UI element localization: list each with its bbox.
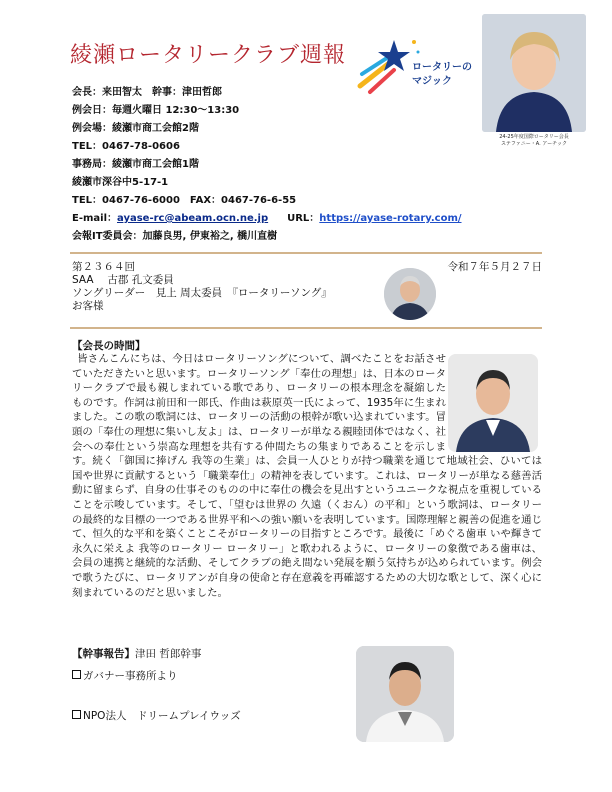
divider-top: [70, 252, 542, 254]
address: 綾瀬市深谷中5-17-1: [72, 177, 169, 188]
it-committee: 会報IT委員会：加藤良男, 伊東裕之, 橋川直樹: [72, 231, 278, 242]
email-link[interactable]: ayase-rc@abeam.ocn.ne.jp: [117, 213, 269, 224]
president-caption: 24-25年度国際ロータリー会長 ステファニー・A. アーチック: [499, 134, 569, 147]
url-label: URL：: [287, 213, 320, 224]
rotary-president-photo: [482, 14, 586, 132]
club-info: [72, 84, 482, 246]
saa: SAA 古郡 孔文委員: [72, 274, 174, 286]
secretary-report-heading: 【幹事報告】津田 哲郎幹事: [72, 648, 202, 660]
report-item-npo: NPO法人 ドリームプレイウッズ: [72, 708, 241, 723]
secretary-name: 津田 哲郎幹事: [135, 648, 202, 660]
meeting-details: [72, 261, 542, 313]
officers: 会長：来田智太 幹事：津田哲郎: [72, 87, 222, 98]
email-label: E-mail：: [72, 213, 118, 224]
checkbox-icon: [72, 670, 81, 679]
office: 事務局：綾瀬市商工会館1階: [72, 159, 199, 170]
president-time-heading: 【会長の時間】: [72, 340, 146, 352]
club-president-photo: [448, 354, 538, 452]
meeting-date: 令和７年５月２７日: [447, 261, 542, 273]
person-portrait-icon: [384, 268, 436, 320]
tel-fax: TEL：0467-76-6000 FAX：0467-76-6-55: [72, 195, 297, 206]
meeting-day: 例会日：毎週火曜日 12:30～13:30: [72, 105, 240, 116]
song-leader: ソングリーダー 見上 周太委員 『ロータリーソング』: [72, 287, 332, 299]
newsletter-title: 綾瀬ロータリークラブ週報: [70, 43, 347, 68]
secretary-photo: [356, 646, 454, 742]
report-item-governor: ガバナー事務所より: [72, 668, 178, 683]
president-speech: 皆さんこんにちは、今日はロータリーソングについて、調べたことをお話させていただきたいと思います。ロータリーソング「奉仕の理想」は、日本のロータリークラブで最も親しまれている歌であり、ロータリーの根本理念を凝縮したものです。作詞は前田和一郎氏、作曲は萩原英一氏によって、1935年に生まれました。この歌の歌詞には、ロータリーの活動の根幹が歌い込まれています。冒頭の「奉仕の理想に集いし友よ」は、ロータリーが単なる親睦団体ではなく、社会への奉仕という崇高な理想を共有する仲間たちの集まりであることを示します。続く「御国に捧げん 我等の生業」は、会員一人ひとりが持つ職業を通じて地域社会、ひいては国や世界に貢献するという「職業奉仕」の精神を表しています。これは、ロータリーが単なる慈善活動に留まらず、自身の仕事そのものの中に奉仕の機会を見出すというユニークな視点を重視していることを示唆しています。そして、「望むは世界の 久遠（くおん）の平和」という歌詞は、ロータリーの最終的な目標の一つである世界平和への強い願いを表明しています。国際理解と親善の促進を通じて、恒久的な平和を築くことこそがロータリーの目指すところです。最後に「めぐる歯車 いや輝きて 永久に栄えよ 我等のロータリー ロータリー」と歌われるように、ロータリーの象徴である歯車は、会員の連携と継続的な活動、そしてクラブの絶え間ない発展を願う気持ちが込められています。例会で歌うたびに、ロータリアンが自身の使命と存在意義を再確認するための大切な歌として、深く心に刻まれているのだと思いました。: [72, 353, 542, 599]
star-burst-icon: [360, 40, 420, 92]
person-portrait-icon: [482, 14, 586, 132]
person-portrait-icon: [448, 354, 538, 452]
website-link[interactable]: https://ayase-rotary.com/: [319, 213, 462, 224]
venue: 例会場：綾瀬市商工会館2階: [72, 123, 199, 134]
guests: お客様: [72, 300, 104, 312]
tel-main: TEL：0467-78-0606: [72, 141, 180, 152]
song-leader-photo: [384, 268, 436, 320]
logo-text-line2: マジック: [412, 76, 452, 87]
logo-text-line1: ロータリーの: [412, 62, 472, 73]
rotary-magic-logo: [348, 34, 480, 104]
divider-middle: [70, 327, 542, 329]
contact-line: [72, 210, 482, 228]
meeting-number: 第２３６４回: [72, 261, 135, 273]
checkbox-icon: [72, 710, 81, 719]
person-portrait-icon: [356, 646, 454, 742]
